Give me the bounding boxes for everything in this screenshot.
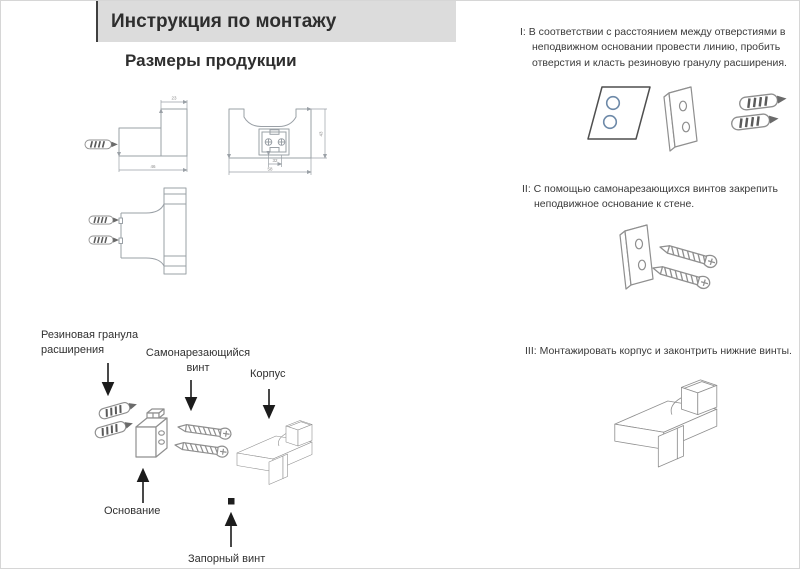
- wall-plug: [94, 418, 134, 439]
- step-2-illustration: [601, 215, 786, 317]
- wall-anchor-screw: [85, 140, 118, 149]
- top-view-drawing: [86, 187, 192, 279]
- label-self-tapping-screw: Самонарезающийся винт: [145, 347, 251, 375]
- svg-text:43: 43: [318, 131, 324, 137]
- step-2-text: II: С помощью самонарезающихся винтов закрепить неподвижное основание к стене.: [522, 182, 778, 211]
- dimension-top: [161, 96, 187, 110]
- svg-text:32: 32: [272, 158, 278, 163]
- page-title: Инструкция по монтажу: [111, 11, 337, 32]
- step-1-illustration: [576, 81, 791, 156]
- exploded-diagram: [36, 319, 336, 569]
- step-3-text: III: Монтажировать корпус и законтрить нижние винты.: [525, 344, 792, 357]
- step-3-illustration: [594, 357, 789, 482]
- label-body: Корпус: [250, 368, 286, 380]
- self-tapping-screw: [177, 422, 231, 440]
- wall-plug: [731, 112, 779, 130]
- base-plate: [664, 87, 697, 151]
- label-base: Основание: [104, 505, 161, 517]
- dimension-width: [229, 158, 311, 175]
- locking-screw-part: [228, 498, 235, 505]
- wall-plug: [98, 399, 138, 420]
- self-tapping-screw: [651, 262, 711, 290]
- hook-body-isometric: [615, 380, 717, 467]
- svg-text:46: 46: [150, 164, 156, 169]
- wall-surface: [588, 87, 650, 139]
- mount-plate-front: [259, 129, 289, 155]
- dimension-bottom: [119, 156, 187, 172]
- label-expansion-plug: Резиновая гранула расширения: [41, 329, 139, 357]
- dimensions-section-title: Размеры продукции: [125, 51, 297, 70]
- hook-body-top: [119, 204, 164, 266]
- dimension-height: [311, 109, 327, 158]
- header-left-rule: [96, 1, 98, 42]
- wall-plug: [739, 92, 787, 110]
- self-tapping-screw: [174, 440, 228, 458]
- svg-text:58: 58: [267, 166, 273, 172]
- side-view-drawing: [83, 93, 195, 179]
- label-locking-screw: Запорный винт: [188, 553, 266, 565]
- self-tapping-screw: [658, 241, 718, 269]
- base-part: [136, 409, 167, 457]
- wall-anchor-screw: [89, 216, 119, 224]
- base-plate: [620, 225, 653, 289]
- step-1-text: I: В соответствии с расстоянием между отверстиями в неподвижном основании провести линию, пробить отверстия и класть резиновую гранулу расширения.: [520, 25, 787, 69]
- hook-post-side: [161, 109, 187, 156]
- front-view-drawing: [228, 107, 340, 177]
- wall-anchor-screw: [89, 236, 119, 244]
- wall-plate-top: [164, 188, 186, 274]
- svg-text:23: 23: [171, 95, 177, 101]
- hook-body-isometric: [237, 421, 312, 485]
